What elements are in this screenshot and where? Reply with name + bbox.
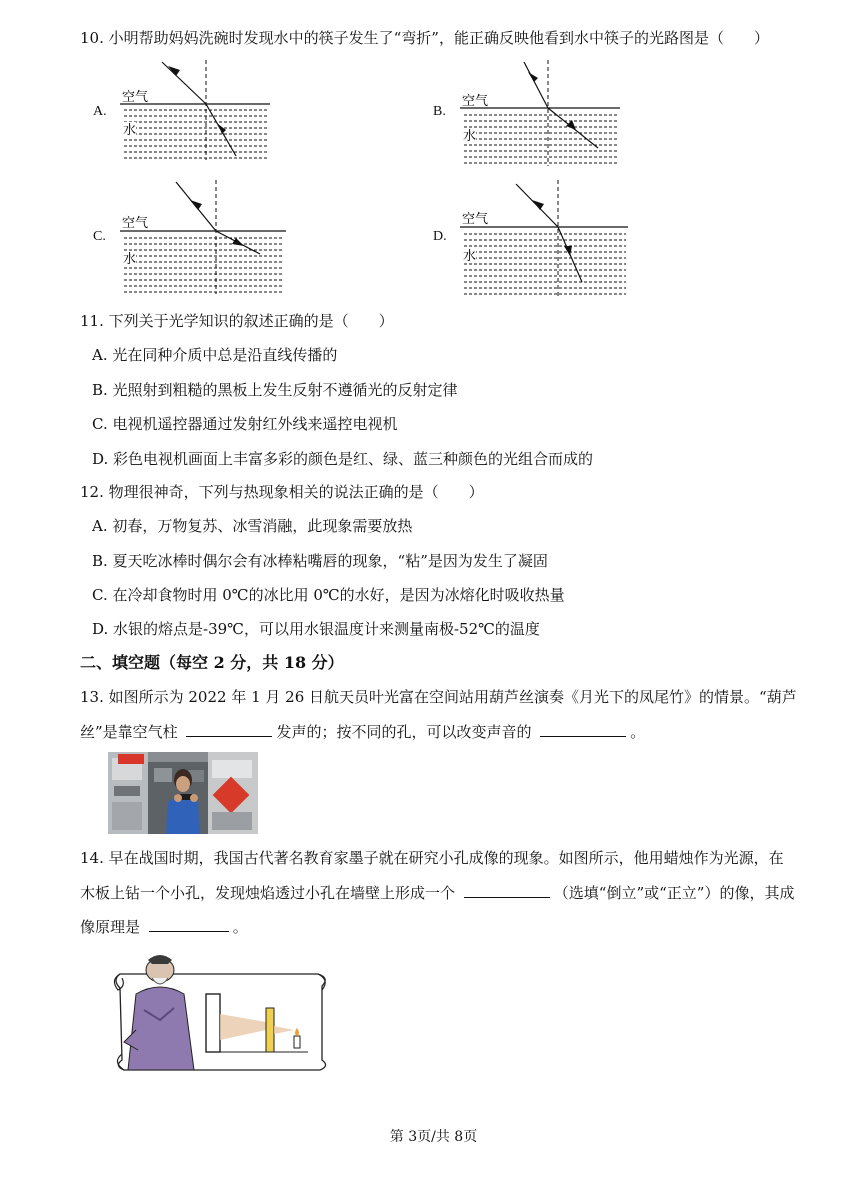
q11-option-a: A. 光在同种介质中总是沿直线传播的	[92, 346, 338, 364]
q12-option-b: B. 夏天吃冰棒时偶尔会有冰棒粘嘴唇的现象，“粘”是因为发生了凝固	[92, 552, 548, 570]
q13-blank-2[interactable]	[540, 722, 626, 737]
section-title: 二、填空题（每空 2 分，共 18 分）	[80, 653, 344, 672]
q14-line2	[80, 882, 794, 904]
q12-option-c: C. 在冷却食物时用 0℃的冰比用 0℃的水好，是因为冰熔化时吸收热量	[92, 586, 565, 604]
q13-text-b: 发声的；按不同的孔，可以改变声音的	[276, 723, 537, 741]
q12-stem: 12. 物理很神奇，下列与热现象相关的说法正确的是（ ）	[80, 483, 484, 501]
q10-option-b-label: B.	[433, 104, 446, 119]
q13-text-a: 丝”是靠空气柱	[80, 723, 183, 741]
air-label: 空气	[462, 212, 489, 227]
air-label: 空气	[462, 94, 489, 109]
q10-diagram-b	[458, 58, 623, 168]
q14-blank-2[interactable]	[149, 917, 229, 932]
q13-line2	[80, 721, 645, 743]
air-label: 空气	[122, 216, 149, 231]
page-number: 第 3页/共 8页	[389, 1129, 478, 1145]
mozi-pinhole-illustration	[108, 950, 333, 1074]
water-label: 水	[463, 249, 477, 264]
q10-option-a-label: A.	[93, 104, 107, 119]
q10-diagram-a	[118, 58, 273, 162]
q13-text-c: 。	[630, 723, 646, 741]
water-label: 水	[123, 252, 137, 267]
q14-line3	[80, 916, 248, 938]
q10-diagram-d	[458, 178, 630, 298]
q10-stem: 10. 小明帮助妈妈洗碗时发现水中的筷子发生了“弯折”，能正确反映他看到水中筷子的光路图是（ ）	[80, 29, 769, 47]
air-label: 空气	[122, 90, 149, 105]
q14-text-c: 像原理是	[80, 918, 145, 936]
q12-option-a: A. 初春，万物复苏、冰雪消融，此现象需要放热	[92, 517, 413, 535]
q10-option-d-label: D.	[433, 229, 447, 244]
q10-diagram-c	[118, 178, 288, 296]
q11-option-d: D. 彩色电视机画面上丰富多彩的颜色是红、绿、蓝三种颜色的光组合而成的	[92, 450, 594, 468]
q10-option-c-label: C.	[93, 229, 106, 244]
q11-stem: 11. 下列关于光学知识的叙述正确的是（ ）	[80, 312, 394, 330]
astronaut-photo	[108, 752, 258, 834]
q11-option-c: C. 电视机遥控器通过发射红外线来遥控电视机	[92, 415, 398, 433]
q12-option-d: D. 水银的熔点是-39℃，可以用水银温度计来测量南极-52℃的温度	[92, 620, 540, 638]
water-label: 水	[463, 129, 477, 144]
q14-blank-1[interactable]	[464, 883, 550, 898]
q14-text-b: （选填“倒立”或“正立”）的像，其成	[553, 884, 795, 902]
q13-line1: 13. 如图所示为 2022 年 1 月 26 日航天员叶光富在空间站用葫芦丝演奏《月光下的凤尾竹》的情景。“葫芦	[80, 688, 797, 706]
water-label: 水	[123, 123, 137, 138]
q13-blank-1[interactable]	[186, 722, 272, 737]
q14-line1: 14. 早在战国时期，我国古代著名教育家墨子就在研究小孔成像的现象。如图所示，他用蜡烛作为光源，在	[80, 849, 784, 867]
q11-option-b: B. 光照射到粗糙的黑板上发生反射不遵循光的反射定律	[92, 381, 458, 399]
q14-text-d: 。	[232, 918, 248, 936]
q14-text-a: 木板上钻一个小孔，发现烛焰透过小孔在墙壁上形成一个	[80, 884, 460, 902]
